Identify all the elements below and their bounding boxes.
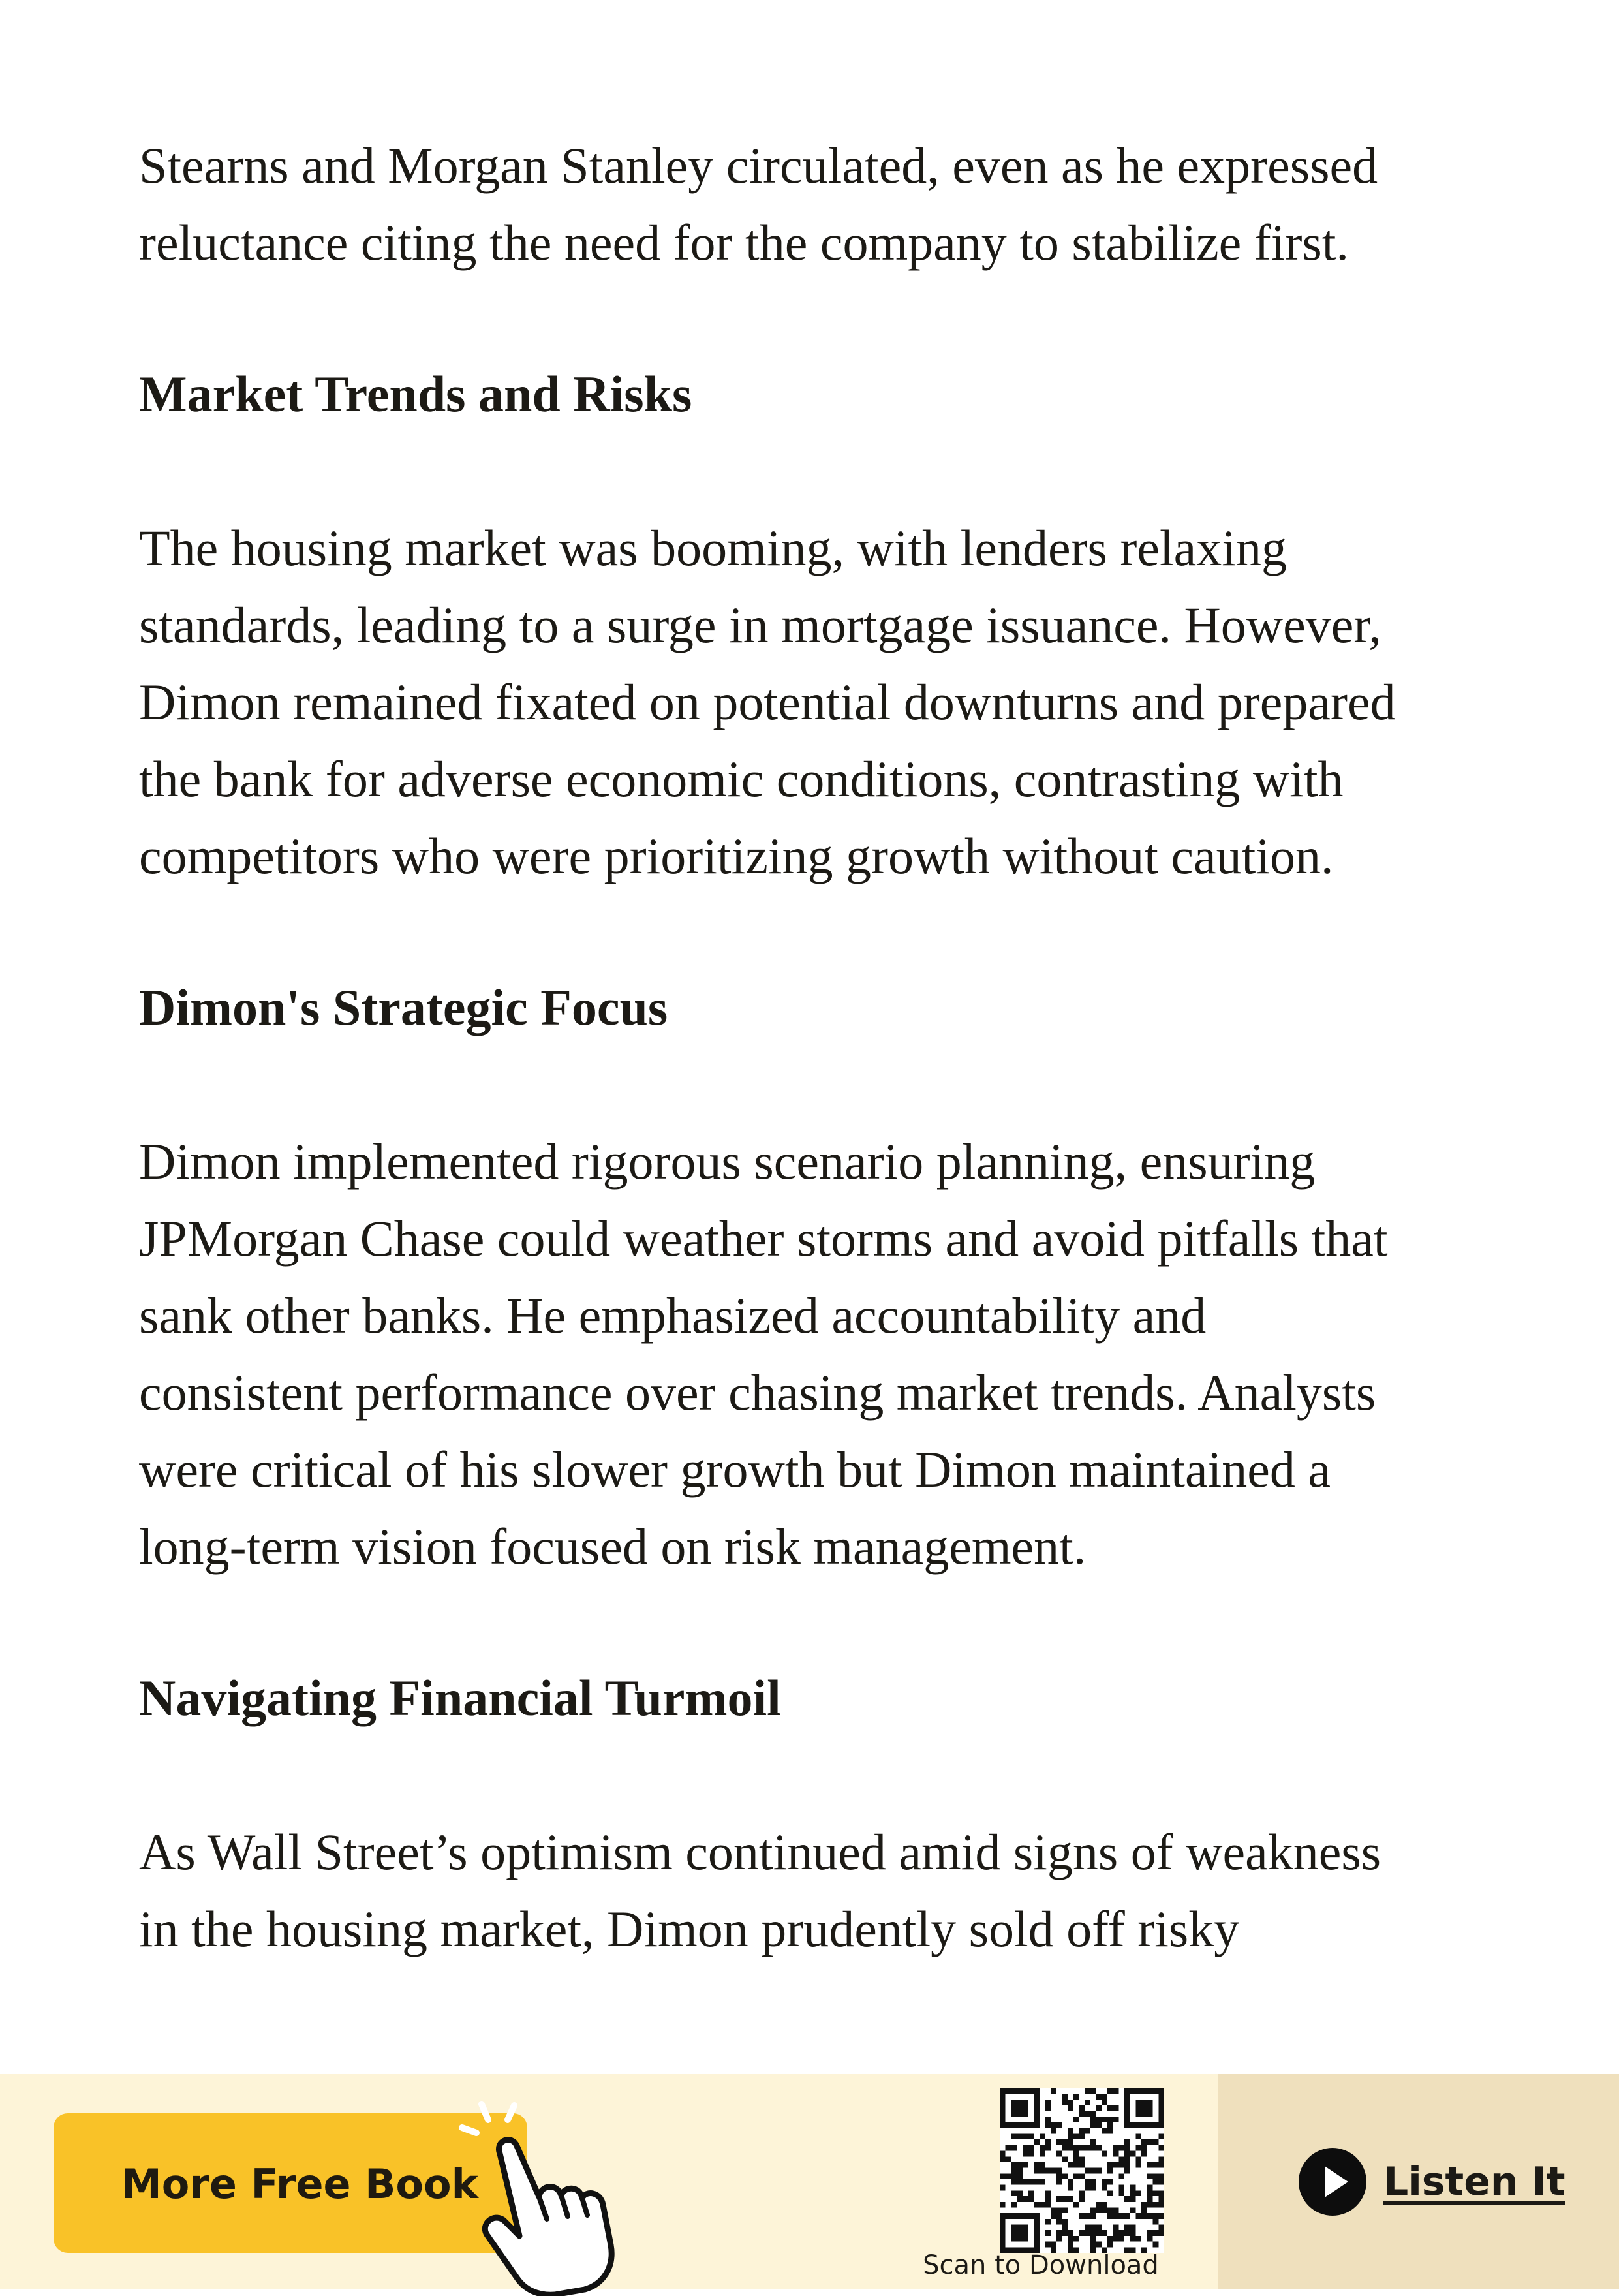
section-heading: Dimon's Strategic Focus [139,979,668,1036]
scan-to-download-label: Scan to Download [923,2250,1159,2280]
text-line: As Wall Street’s optimism continued amid signs of weakness [139,1823,1381,1880]
text-line: JPMorgan Chase could weather storms and avoid pitfalls that [139,1210,1388,1267]
text-line: Dimon remained fixated on potential downturns and prepared [139,674,1396,730]
paragraph [139,510,1509,895]
text-line: in the housing market, Dimon prudently sold off risky [139,1900,1240,1957]
text-line: The housing market was booming, with lenders relaxing [139,520,1287,576]
text-line: long-term vision focused on risk management. [139,1518,1087,1575]
section-heading: Navigating Financial Turmoil [139,1669,781,1726]
paragraph [139,1814,1509,1968]
text-line: reluctance citing the need for the company to stabilize first. [139,214,1349,271]
more-free-book-label: More Free Book [121,2160,478,2208]
paragraph [139,1123,1509,1585]
listen-it-link[interactable] [1299,2146,1565,2218]
qr-code-icon [1000,2088,1164,2253]
play-icon [1299,2148,1366,2216]
article-body [139,127,1509,1968]
paragraph [139,127,1509,281]
text-line: consistent performance over chasing market trends. Analysts [139,1364,1376,1421]
listen-it-label: Listen It [1383,2159,1565,2205]
text-line: Stearns and Morgan Stanley circulated, even as he expressed [139,137,1378,194]
text-line: standards, leading to a surge in mortgage issuance. However, [139,597,1381,653]
section-heading: Market Trends and Risks [139,365,692,422]
text-line: competitors who were prioritizing growth without caution. [139,828,1334,884]
pointing-hand-icon [457,2100,626,2296]
text-line: sank other banks. He emphasized accountability and [139,1287,1207,1344]
text-line: Dimon implemented rigorous scenario planning, ensuring [139,1133,1316,1190]
text-line: were critical of his slower growth but Dimon maintained a [139,1441,1331,1498]
promo-footer [0,2074,1619,2289]
text-line: the bank for adverse economic conditions, contrasting with [139,751,1344,807]
